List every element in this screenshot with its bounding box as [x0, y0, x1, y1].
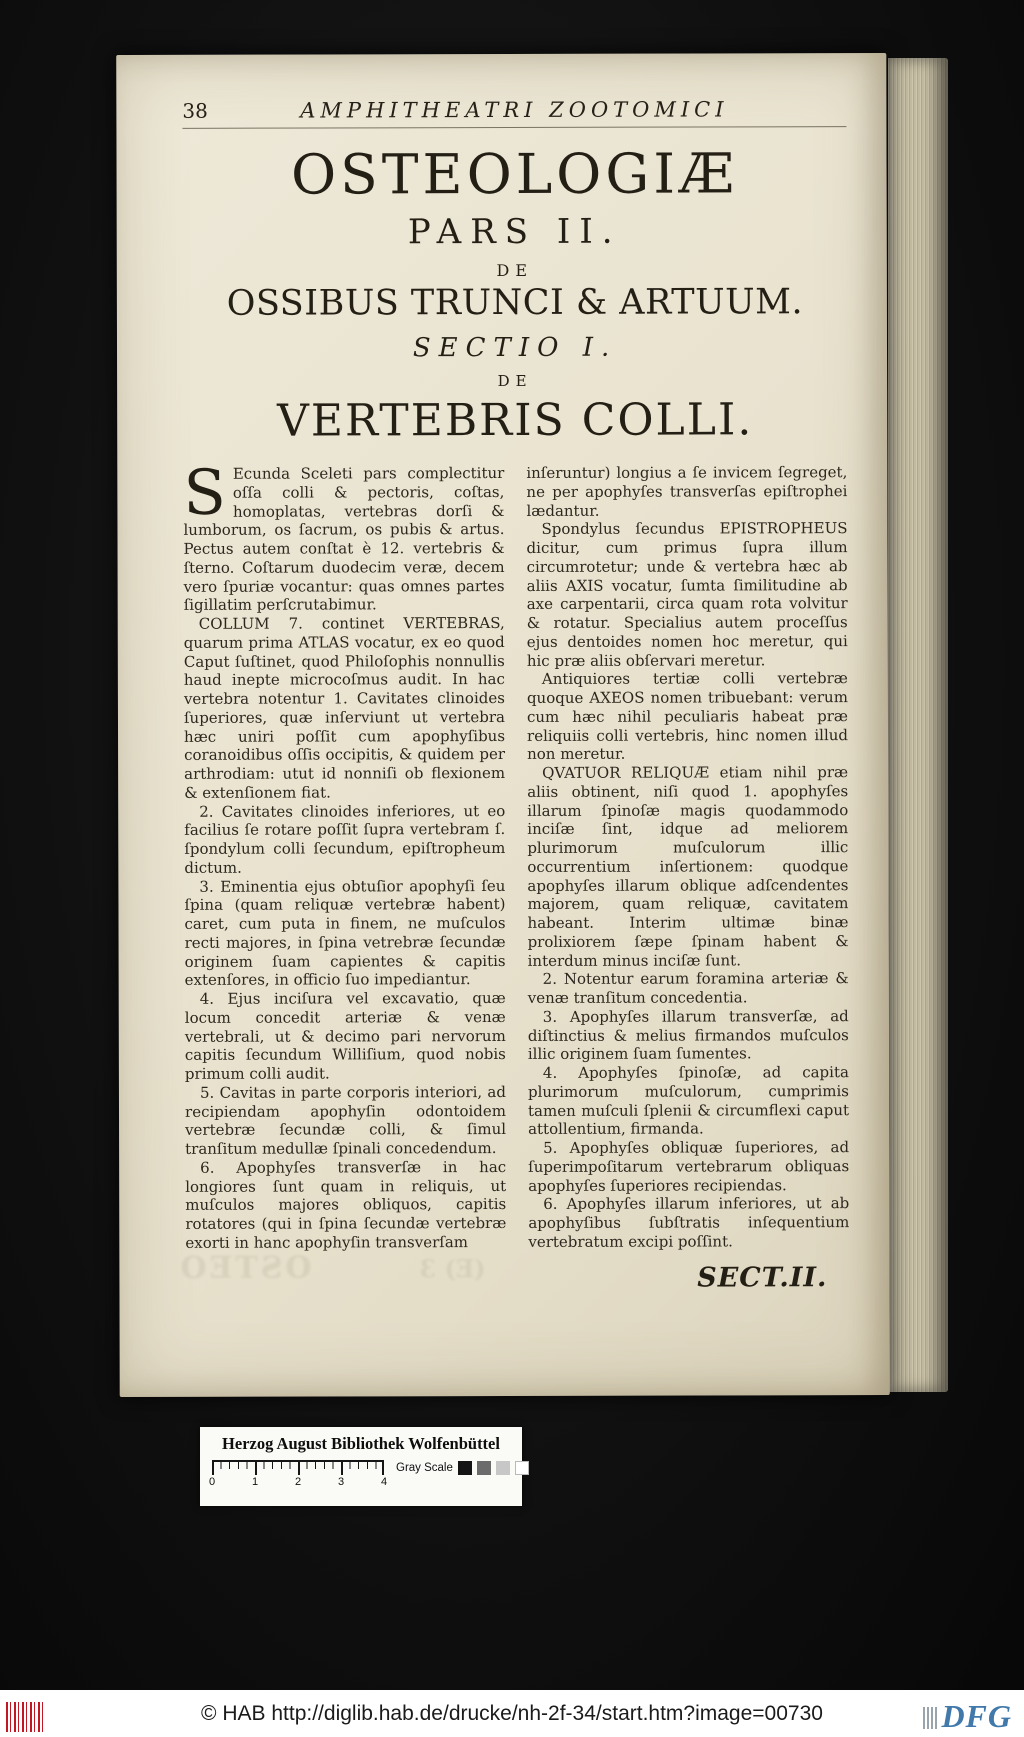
- title-ossibus: OSSIBUS TRUNCI & ARTUUM.: [226, 282, 804, 324]
- paragraph: 4. Apophyſes ſpinoſæ, ad capita plurimorum muſculorum, cumprimis tamen muſculi ſplenii & circumflexi caput attollentium, firmanda.: [527, 1063, 850, 1139]
- right-column: [526, 463, 849, 1251]
- paragraph: 4. Ejus inciſura vel excavatio, quæ locum concedit arteriæ & venæ vertebrali, ut & decimo pari nervorum capitis ſecundum Williſium, quod nobis primum colli audit.: [184, 988, 506, 1083]
- ruler-number: 2: [294, 1476, 302, 1488]
- ruler-major-tick: [341, 1462, 343, 1475]
- title-main: OSTEOLOGIÆ: [290, 141, 739, 207]
- library-name: Herzog August Bibliothek Wolfenbüttel: [222, 1434, 500, 1453]
- book-fore-edge: [888, 58, 948, 1392]
- title-block: [182, 141, 847, 447]
- paragraph: COLLUM 7. continet VERTEBRAS, quarum prima ATLAS vocatur, ex eo quod Caput ſuſtinet, quod Philoſophis nonnullis haud inepte microcoſmus audit. In hac vertebra notentur 1. Cavitates clinoides ſuperiores, quæ inſerviunt ut vertebra hæc uniri poſſit cum apophyſibus coranoidibus oſſis occipitis, & quidem per arthrodiam: utut id nonniſi ob flexionem & extenſionem fiat.: [183, 613, 506, 802]
- ruler-ticks: [212, 1460, 384, 1475]
- page-content: [116, 53, 890, 1397]
- grayscale-label: Gray Scale: [396, 1462, 453, 1474]
- paragraph: inſeruntur) longius a ſe invicem ſegreget, ne per apophyſes transverſas epiſtrophei lædantur.: [526, 463, 848, 520]
- drop-cap: S: [183, 455, 226, 529]
- show-through-text: OSTEO: [177, 1250, 312, 1286]
- title-sectio: SECTIO I.: [412, 332, 618, 364]
- scanned-page: [116, 53, 890, 1397]
- paragraph: [183, 455, 505, 615]
- ruler-major-tick: [255, 1462, 257, 1475]
- paragraph: 2. Cavitates clinoides inferiores, ut eo facilius ſe rotare poſſit ſupra vertebram ſ. ſpondylum colli ſecundum, epiſtropheum dictum.: [184, 801, 506, 877]
- card-row: [208, 1460, 514, 1488]
- running-title: AMPHITHEATRI ZOOTOMICI: [300, 97, 729, 123]
- grayscale-swatch-light: [496, 1461, 510, 1475]
- paragraph: 3. Apophyſes illarum transverſæ, ad diſtinctius & melius firmandos muſculos illic originem ſuam ſumentes.: [527, 1006, 849, 1064]
- footer-bar: [0, 1690, 1024, 1737]
- grayscale-strip: [396, 1461, 529, 1475]
- ruler-number: 1: [251, 1476, 259, 1488]
- dfg-logo: [923, 1700, 1012, 1732]
- ruler-major-tick: [382, 1462, 384, 1475]
- paragraph: 6. Apophyſes illarum inferiores, ut ab apophyſibus ſubſtratis inſequentium vertebratum excipi poſſint.: [528, 1194, 850, 1251]
- grayscale-swatch-black: [458, 1461, 472, 1475]
- library-color-card: [200, 1427, 522, 1506]
- title-de-2: DE: [497, 371, 533, 391]
- page-number: 38: [182, 98, 208, 123]
- text-columns: [183, 455, 850, 1252]
- paragraph: Antiquiores tertiæ colli vertebræ quoque AXEOS nomen tribuebant: verum cum hæc nihil peculiaris habeat præ reliquiis colli vertebris, hinc nomen illud non meretur.: [526, 669, 849, 764]
- ruler: [208, 1460, 388, 1488]
- ruler-number: 0: [208, 1476, 216, 1488]
- grayscale-swatch-white: [515, 1461, 529, 1475]
- source-attribution: © HAB http://diglib.hab.de/drucke/nh-2f-34/start.htm?image=00730: [201, 1701, 823, 1725]
- dfg-logo-mark-icon: [923, 1707, 937, 1729]
- title-vertebris: VERTEBRIS COLLI.: [277, 394, 754, 447]
- ruler-major-tick: [212, 1462, 214, 1475]
- running-head: [182, 97, 846, 129]
- paragraph: 5. Apophyſes obliquæ ſuperiores, ad ſuperimpoſitarum vertebrarum obliquas apophyſes ſuperiores recipiendas.: [528, 1138, 850, 1195]
- ruler-numbers: [207, 1476, 389, 1488]
- ruler-number: 3: [337, 1476, 345, 1488]
- paragraph: 5. Cavitas in parte corporis interiori, ad recipiendam apophyſin odontoidem vertebræ ſecundæ colli, & ſimul tranſitum medullæ ſpinali concedendum.: [184, 1082, 507, 1158]
- dfg-logo-text: DFG: [941, 1698, 1012, 1734]
- ruler-major-tick: [298, 1462, 300, 1475]
- left-column: [183, 455, 507, 1252]
- title-de-1: DE: [496, 260, 534, 281]
- paragraph: 6. Apophyſes transverſæ in hac longiores ſunt quam in reliquis, ut muſculos majores obliquos, capitis rotatores (qui in ſpina ſecundæ vertebræ exorti in hanc apophyſin transverſam: [185, 1157, 507, 1252]
- paragraph: 2. Notentur earum foramina arteriæ & venæ tranſitum concedentia.: [527, 969, 849, 1007]
- paragraph: QVATUOR RELIQUÆ etiam nihil præ aliis obtinent, niſi quod 1. apophyſes illarum ſpinoſæ magis quodammodo inciſæ ſint, idque ad meliorem plurimorum muſculorum illic occurrentium inſertionem: quodque apophyſes illarum oblique adſcendentes majorem, quam reliquæ, cavitatem habeant. Interim ultimæ binæ prolixiorem ſæpe ſpinam habent & interdum minus inciſæ ſunt.: [527, 763, 849, 970]
- paragraph-text: Ecunda Sceleti pars complectitur oſſa colli & pectoris, coſtas, homoplatas, vertebras dorſi & lumborum, os ſacrum, os pubis & artus. Pectus autem conſtat è 12. vertebris & ſterno. Coſtarum duodecim veræ, decem vero ſpuriæ vocantur: quas omnes partes ſigillatim perſcrutabimur.: [183, 463, 505, 615]
- paragraph: 3. Eminentia ejus obtuſior apophyſi ſeu ſpina (quam reliquæ vertebræ habent) caret, cum puta in finem, ne muſculos recti majores, in ſpina vetrebræ ſecundæ originem ſuam capientes & capitis extenſores, in officio ſuo impediantur.: [184, 876, 506, 990]
- title-pars: PARS II.: [407, 211, 622, 253]
- catchword: SECT.II.: [697, 1262, 828, 1294]
- ruler-number: 4: [380, 1476, 388, 1488]
- paragraph: Spondylus ſecundus EPISTROPHEUS dicitur, cum primus ſupra illum circumrotetur; unde & vertebra hæc ab aliis AXIS vocatur, ſumta ſimilitudine ab axe carpentarii, circa quam rota volvitur & rotatur. Specialius autem proceſſus ejus dentoides nomen hoc meretur, qui hic præ aliis obſervari meretur.: [526, 519, 848, 670]
- barcode-mark-icon: [6, 1702, 44, 1732]
- show-through-signature: (E) 3: [419, 1254, 486, 1284]
- grayscale-swatch-dark: [477, 1461, 491, 1475]
